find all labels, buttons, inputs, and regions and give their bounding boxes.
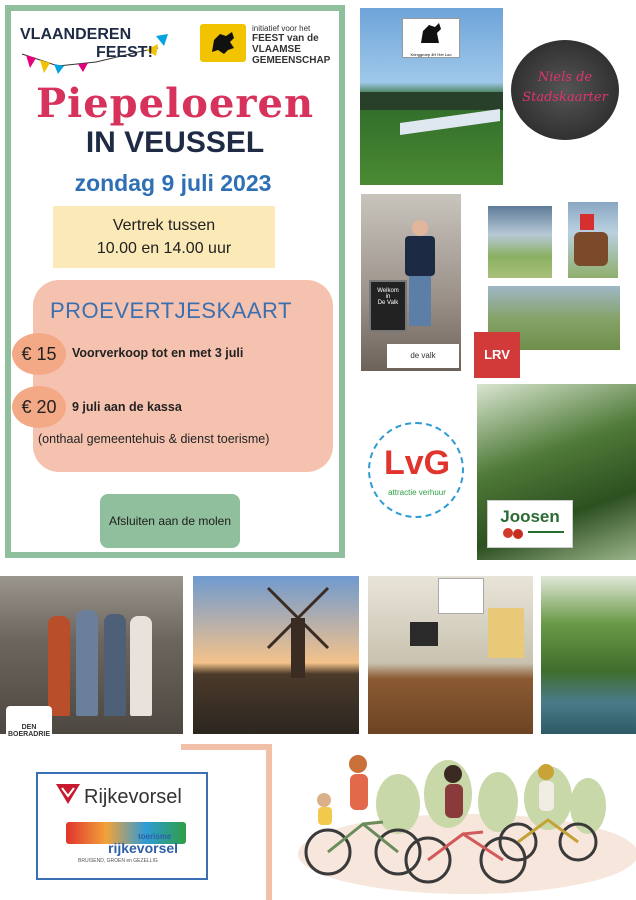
stadskaarter-line1: Niels de	[537, 70, 593, 85]
banner-fence	[400, 109, 500, 135]
cycling-family-illustration	[288, 744, 633, 894]
rider-jacket	[580, 214, 594, 230]
depart-line2: 10.00 en 14.00 uur	[96, 240, 232, 257]
stadskaarter-line2: Stadskaarter	[522, 90, 608, 105]
treeline	[360, 92, 503, 110]
joosen-text: Joosen	[500, 507, 560, 526]
sign-line3: De Valk	[377, 300, 399, 306]
vlaanderen-text: VLAANDEREN	[20, 26, 132, 43]
event-title: Piepeloeren	[35, 80, 315, 127]
tomato-icon	[488, 527, 572, 541]
departure-box	[53, 206, 275, 268]
toerisme-tagline: BRUISEND, GROEN en GEZELLIG	[78, 858, 158, 864]
photo-greenhouse	[477, 384, 636, 560]
accent-line-vertical	[266, 744, 272, 900]
horse-icon	[403, 19, 459, 47]
kringgroep-text: Kringgroep 4H Het Loo	[410, 52, 452, 57]
photo-rider	[568, 202, 618, 278]
sign-line1: Welkom	[377, 288, 399, 294]
depart-line1: Vertrek tussen	[112, 217, 216, 234]
boeradrie-logo	[6, 706, 52, 746]
photo-windmill	[193, 576, 359, 734]
welcome-chalkboard	[369, 280, 407, 332]
lvg-logo	[362, 414, 472, 524]
lrv-logo: LRV	[474, 332, 520, 378]
photo-de-valk	[361, 194, 461, 371]
kringgroep-logo	[402, 18, 460, 58]
price-door: € 20	[12, 386, 66, 428]
gov-line2: FEEST van de	[252, 33, 319, 44]
rijkevorsel-name: Rijkevorsel	[84, 786, 182, 808]
photo-jumping	[488, 206, 552, 278]
stadskaarter-logo	[511, 40, 619, 140]
reception-note: (onthaal gemeentehuis & dienst toerisme)	[38, 432, 270, 446]
toerisme-label: toerisme	[138, 832, 172, 841]
horse-shape	[574, 232, 608, 266]
museum-logo	[438, 578, 484, 614]
rijkevorsel-logo-box	[36, 772, 208, 880]
boeradrie-line2: BOERADRIE	[7, 731, 50, 738]
price-presale-text: Voorverkoop tot en met 3 juli	[72, 346, 244, 360]
riding-collage	[468, 194, 628, 378]
lion-icon	[200, 24, 246, 62]
lvg-text: LvG	[383, 444, 451, 482]
event-subtitle: IN VEUSSEL	[85, 126, 265, 159]
photo-den-boeradrie-family	[0, 576, 183, 738]
finish-at-mill-label: Afsluiten aan de molen	[100, 494, 240, 548]
valk-logo: de valk	[387, 344, 459, 368]
person-4	[130, 616, 152, 716]
shield-icon	[54, 782, 82, 806]
gov-line1: initiatief voor het	[252, 24, 311, 33]
price-door-text: 9 juli aan de kassa	[72, 400, 182, 414]
sign-line2: in	[385, 294, 391, 300]
wall-map	[488, 608, 524, 658]
gov-line3: VLAAMSE	[252, 44, 301, 55]
gov-line4: GEMEENSCHAP	[252, 55, 331, 66]
lvg-subtext: attractie verhuur	[388, 488, 446, 497]
photo-kringgroep-field	[360, 8, 503, 185]
vlaanderen-feest-logo	[18, 22, 168, 74]
tasting-card-title: PROEVERTJESKAART	[50, 298, 292, 323]
vlaamse-gemeenschap-logo	[200, 24, 335, 70]
person-1	[48, 616, 70, 716]
person-3	[104, 614, 126, 716]
photo-classroom	[368, 576, 533, 734]
chalkboard	[410, 622, 438, 646]
person-2	[76, 610, 98, 716]
joosen-logo	[487, 500, 573, 548]
boeradrie-line1: DEN	[21, 724, 37, 731]
photo-cyclists	[541, 576, 636, 734]
toerisme-name: rijkevorsel	[108, 840, 179, 856]
accent-line-horizontal	[181, 744, 268, 750]
event-date: zondag 9 juli 2023	[74, 170, 272, 196]
price-presale: € 15	[12, 333, 66, 375]
feest-text: FEEST!	[96, 44, 153, 61]
windmill-icon	[263, 580, 333, 680]
person-figure	[403, 220, 437, 330]
